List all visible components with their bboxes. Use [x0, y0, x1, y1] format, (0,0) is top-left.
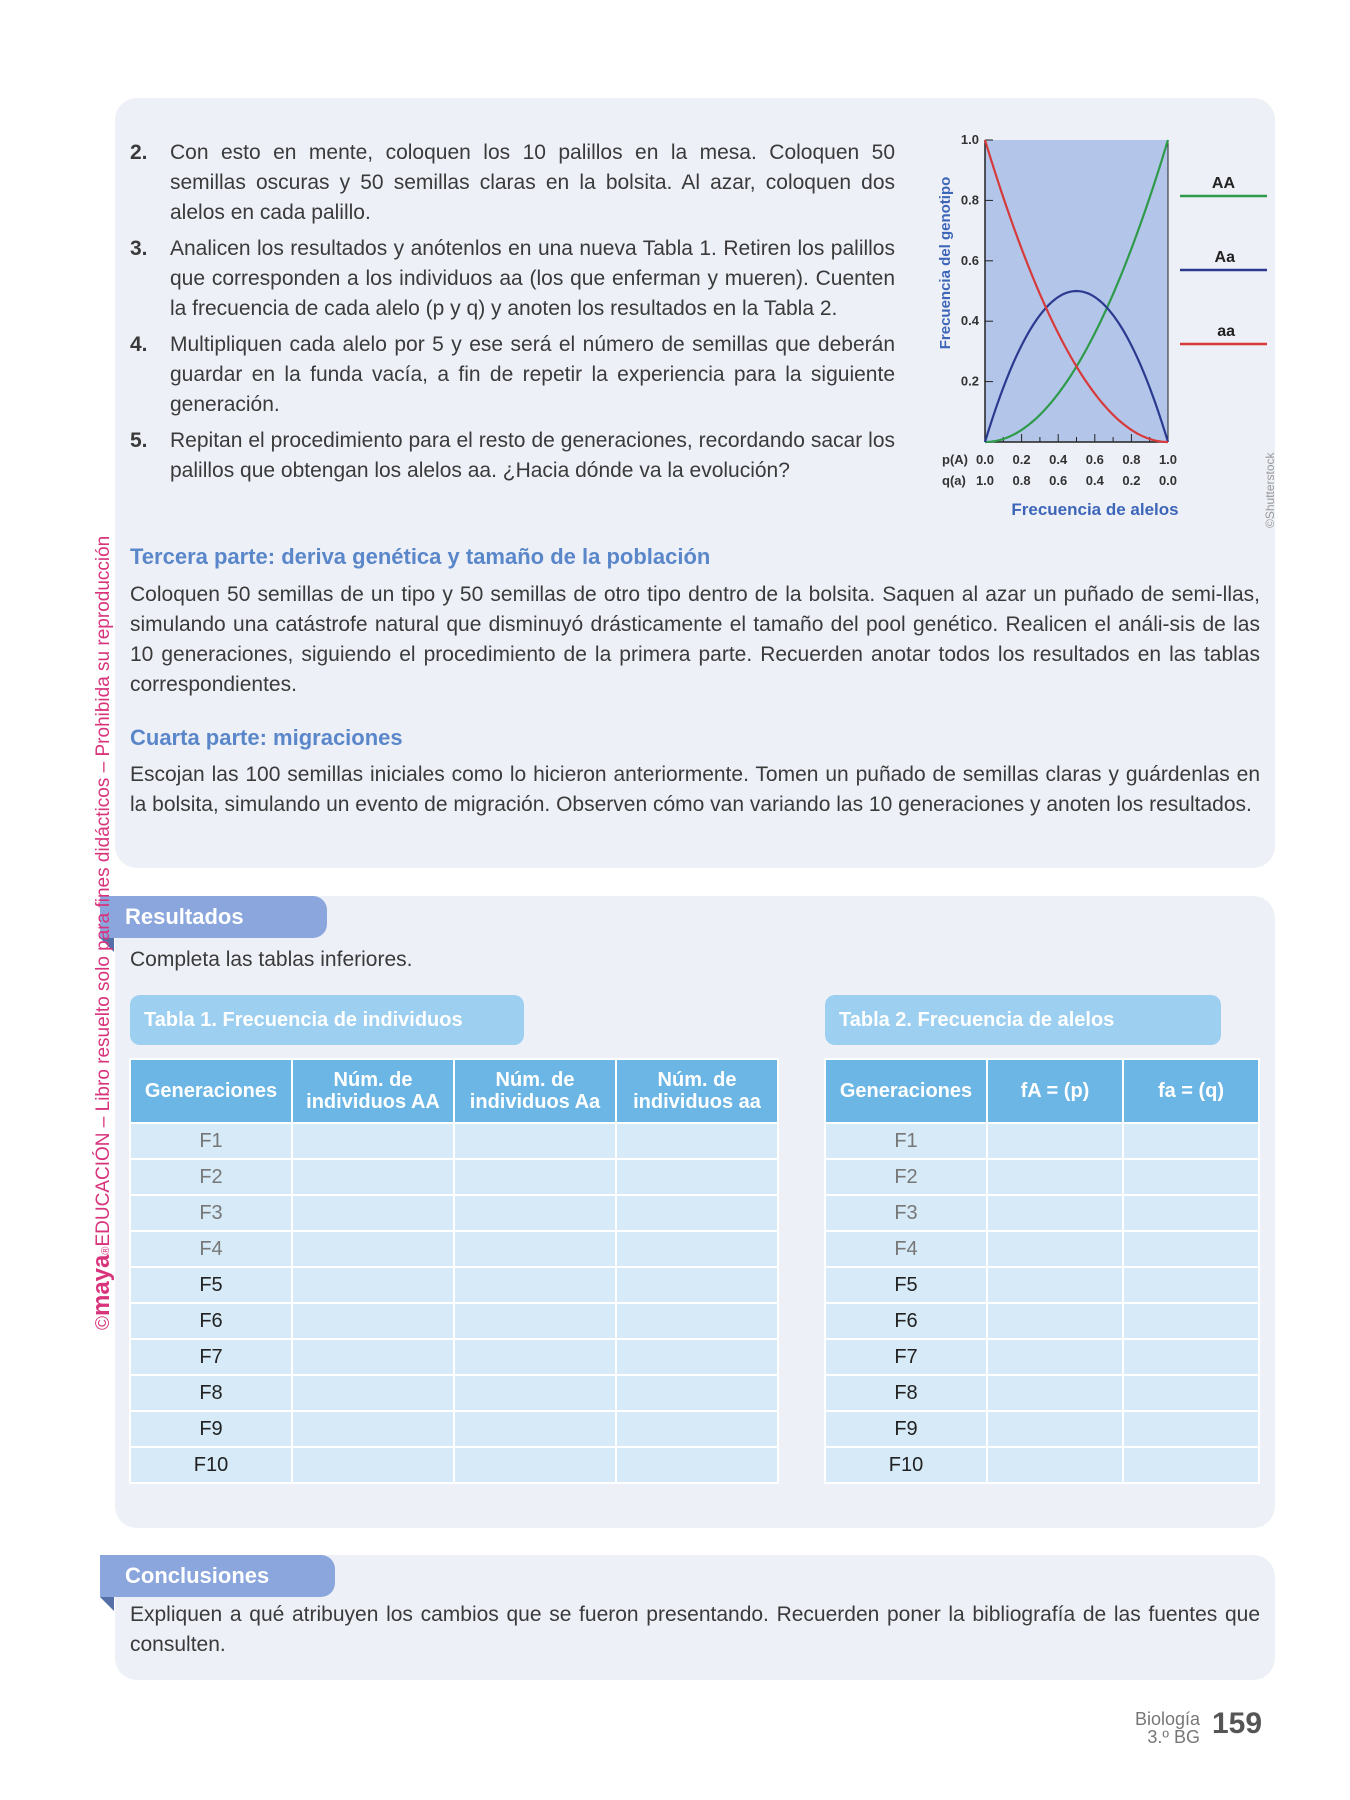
- results-intro: Completa las tablas inferiores.: [130, 948, 413, 971]
- page-number: 159: [1212, 1707, 1263, 1740]
- answer-cell[interactable]: [454, 1303, 616, 1339]
- answer-cell[interactable]: [1123, 1375, 1259, 1411]
- footer-book-info: [1135, 1710, 1200, 1746]
- legend-label: Aa: [1214, 249, 1235, 266]
- answer-cell[interactable]: [454, 1339, 616, 1375]
- table-row: [825, 1303, 1259, 1339]
- answer-cell[interactable]: [454, 1195, 616, 1231]
- y-tick-label: 0.6: [960, 252, 979, 268]
- table-row: [130, 1159, 778, 1195]
- x-tick-label-q: 1.0: [975, 473, 995, 488]
- answer-cell[interactable]: [616, 1267, 778, 1303]
- table-row: [825, 1267, 1259, 1303]
- answer-cell[interactable]: [1123, 1303, 1259, 1339]
- answer-cell[interactable]: [616, 1159, 778, 1195]
- x-tick-label-p: 0.0: [975, 452, 995, 467]
- x-row1-label: p(A): [942, 452, 968, 467]
- generation-cell: F9: [130, 1411, 292, 1447]
- answer-cell[interactable]: [1123, 1231, 1259, 1267]
- answer-cell[interactable]: [454, 1123, 616, 1159]
- table-row: [130, 1195, 778, 1231]
- answer-cell[interactable]: [987, 1447, 1123, 1483]
- x-tick-label-p: 0.2: [1012, 452, 1031, 467]
- y-tick-label: 0.8: [960, 192, 979, 208]
- step-item: [130, 426, 895, 486]
- generation-cell: F10: [130, 1447, 292, 1483]
- answer-cell[interactable]: [1123, 1159, 1259, 1195]
- legend-label: AA: [1211, 175, 1235, 192]
- generation-cell: F8: [825, 1375, 987, 1411]
- table-row: [130, 1303, 778, 1339]
- generation-cell: F7: [825, 1339, 987, 1375]
- step-item: [130, 330, 895, 420]
- table-header-row: [825, 1059, 1259, 1123]
- step-number: 2.: [130, 141, 148, 164]
- legend-label: aa: [1217, 323, 1235, 340]
- answer-cell[interactable]: [987, 1159, 1123, 1195]
- column-header: Núm. de individuos Aa: [454, 1059, 616, 1123]
- table-row: [130, 1375, 778, 1411]
- generation-cell: F10: [825, 1447, 987, 1483]
- column-header: Núm. de individuos aa: [616, 1059, 778, 1123]
- generation-cell: F3: [825, 1195, 987, 1231]
- step-number: 5.: [130, 429, 148, 452]
- answer-cell[interactable]: [1123, 1339, 1259, 1375]
- generation-cell: F4: [130, 1231, 292, 1267]
- table2-allele-frequency: [824, 1058, 1260, 1484]
- x-tick-label-p: 0.4: [1049, 452, 1068, 467]
- answer-cell[interactable]: [987, 1123, 1123, 1159]
- column-header: fa = (q): [1123, 1059, 1259, 1123]
- y-tick-label: 1.0: [960, 132, 979, 147]
- x-tick-label-q: 0.8: [1012, 473, 1031, 488]
- answer-cell[interactable]: [616, 1303, 778, 1339]
- answer-cell[interactable]: [987, 1231, 1123, 1267]
- section3-heading: Tercera parte: deriva genética y tamaño de la población: [130, 544, 711, 569]
- table-row: [130, 1447, 778, 1483]
- results-label: Resultados: [100, 896, 327, 938]
- table-row: [825, 1159, 1259, 1195]
- x-tick-label-q: 0.4: [1085, 473, 1104, 488]
- table-header-row: [130, 1059, 778, 1123]
- table-row: [130, 1231, 778, 1267]
- table-row: [825, 1411, 1259, 1447]
- y-axis-label: Frecuencia del genotipo: [937, 176, 954, 350]
- step-item: [130, 138, 895, 228]
- generation-cell: F4: [825, 1231, 987, 1267]
- generation-cell: F2: [825, 1159, 987, 1195]
- answer-cell[interactable]: [292, 1411, 454, 1447]
- image-credit: ©Shutterstock: [1263, 452, 1277, 528]
- answer-cell[interactable]: [987, 1411, 1123, 1447]
- step-item: [130, 234, 895, 324]
- generation-cell: F6: [130, 1303, 292, 1339]
- column-header: Generaciones: [130, 1059, 292, 1123]
- answer-cell[interactable]: [987, 1375, 1123, 1411]
- x-tick-label-p: 0.6: [1085, 452, 1104, 467]
- generation-cell: F6: [825, 1303, 987, 1339]
- section3-text: Coloquen 50 semillas de un tipo y 50 semillas de otro tipo dentro de la bolsita. Saquen al azar un puñado de semi-llas, simulando una catástrofe natural que disminuyó drásticamente el tamaño del pool genético. Realicen el análi-sis de las 10 generaciones, siguiendo el procedimiento de la primera parte. Recuerden anotar todos los resultados en las tablas correspondientes.: [130, 583, 1260, 696]
- registered-symbol: ®: [100, 1246, 112, 1255]
- step-number: 3.: [130, 237, 148, 260]
- table1-individual-frequency: [129, 1058, 779, 1484]
- answer-cell[interactable]: [616, 1411, 778, 1447]
- genotype-frequency-chart: [930, 128, 1280, 528]
- table-row: [825, 1447, 1259, 1483]
- generation-cell: F8: [130, 1375, 292, 1411]
- answer-cell[interactable]: [292, 1447, 454, 1483]
- generation-cell: F5: [825, 1267, 987, 1303]
- answer-cell[interactable]: [616, 1123, 778, 1159]
- y-tick-label: 0.4: [960, 313, 979, 329]
- conclusions-label-fold: [100, 1597, 114, 1611]
- answer-cell[interactable]: [292, 1159, 454, 1195]
- generation-cell: F7: [130, 1339, 292, 1375]
- answer-cell[interactable]: [454, 1375, 616, 1411]
- step-text: Analicen los resultados y anótenlos en una nueva Tabla 1. Retiren los palillos que corresponden a los individuos aa (los que enferman y mueren). Cuenten la frecuencia de cada alelo (p y q) y anoten los resultados en la Tabla 2.: [170, 237, 895, 320]
- answer-cell[interactable]: [987, 1195, 1123, 1231]
- answer-cell[interactable]: [454, 1231, 616, 1267]
- answer-cell[interactable]: [1123, 1447, 1259, 1483]
- answer-cell[interactable]: [454, 1411, 616, 1447]
- answer-cell[interactable]: [1123, 1195, 1259, 1231]
- answer-cell[interactable]: [292, 1375, 454, 1411]
- generation-cell: F1: [825, 1123, 987, 1159]
- table-row: [130, 1267, 778, 1303]
- table2-title: Tabla 2. Frecuencia de alelos: [825, 995, 1221, 1045]
- y-tick-label: 0.2: [960, 373, 979, 389]
- table-row: [130, 1411, 778, 1447]
- step-number: 4.: [130, 333, 148, 356]
- x-row2-label: q(a): [942, 473, 966, 488]
- answer-cell[interactable]: [454, 1159, 616, 1195]
- answer-cell[interactable]: [292, 1123, 454, 1159]
- answer-cell[interactable]: [616, 1231, 778, 1267]
- x-tick-label-q: 0.6: [1049, 473, 1068, 488]
- answer-cell[interactable]: [292, 1231, 454, 1267]
- generation-cell: F2: [130, 1159, 292, 1195]
- column-header: Generaciones: [825, 1059, 987, 1123]
- table-row: [825, 1231, 1259, 1267]
- step-text: Repitan el procedimiento para el resto de generaciones, recordando sacar los palillos que obtengan los alelos aa. ¿Hacia dónde va la evolución?: [170, 429, 895, 482]
- x-tick-label-p: 1.0: [1158, 452, 1178, 467]
- section4-text: Escojan las 100 semillas iniciales como lo hicieron anteriormente. Tomen un puñado de semillas claras y guárdenlas en la bolsita, simulando un evento de migración. Observen cómo van variando las 10 generaciones y anoten los resultados.: [130, 763, 1260, 816]
- table-row: [130, 1339, 778, 1375]
- brand-logo: maya: [88, 1254, 115, 1316]
- side-copyright-notice: [88, 536, 116, 1330]
- procedure-steps: [130, 138, 895, 492]
- answer-cell[interactable]: [454, 1447, 616, 1483]
- generation-cell: F9: [825, 1411, 987, 1447]
- x-tick-label-p: 0.8: [1122, 452, 1141, 467]
- answer-cell[interactable]: [616, 1195, 778, 1231]
- table-row: [825, 1375, 1259, 1411]
- table-row: [825, 1195, 1259, 1231]
- x-tick-label-q: 0.0: [1158, 473, 1178, 488]
- answer-cell[interactable]: [1123, 1411, 1259, 1447]
- answer-cell[interactable]: [292, 1195, 454, 1231]
- answer-cell[interactable]: [1123, 1267, 1259, 1303]
- x-axis-label: Frecuencia de alelos: [1011, 500, 1179, 519]
- conclusions-text: Expliquen a qué atribuyen los cambios que se fueron presentando. Recuerden poner la bibliografía de las fuentes que consulten.: [130, 1603, 1260, 1656]
- answer-cell[interactable]: [987, 1267, 1123, 1303]
- table-row: [825, 1339, 1259, 1375]
- column-header: fA = (p): [987, 1059, 1123, 1123]
- answer-cell[interactable]: [292, 1339, 454, 1375]
- answer-cell[interactable]: [616, 1339, 778, 1375]
- footer-grade: 3.º BG: [1147, 1727, 1200, 1747]
- answer-cell[interactable]: [1123, 1123, 1259, 1159]
- answer-cell[interactable]: [292, 1267, 454, 1303]
- footer-subject: Biología: [1134, 1709, 1200, 1729]
- answer-cell[interactable]: [616, 1447, 778, 1483]
- answer-cell[interactable]: [987, 1303, 1123, 1339]
- conclusions-label: Conclusiones: [100, 1555, 335, 1597]
- table-row: [825, 1123, 1259, 1159]
- step-text: Con esto en mente, coloquen los 10 palillos en la mesa. Coloquen 50 semillas oscuras y 50 semillas claras en la bolsita. Al azar, coloquen dos alelos en cada palillo.: [170, 141, 895, 224]
- answer-cell[interactable]: [292, 1303, 454, 1339]
- table1-title: Tabla 1. Frecuencia de individuos: [130, 995, 524, 1045]
- table-row: [130, 1123, 778, 1159]
- generation-cell: F3: [130, 1195, 292, 1231]
- copyright-symbol: ©: [93, 1316, 114, 1330]
- answer-cell[interactable]: [987, 1339, 1123, 1375]
- section4-heading: Cuarta parte: migraciones: [130, 725, 403, 750]
- answer-cell[interactable]: [454, 1267, 616, 1303]
- x-tick-label-q: 0.2: [1122, 473, 1141, 488]
- generation-cell: F5: [130, 1267, 292, 1303]
- answer-cell[interactable]: [616, 1375, 778, 1411]
- step-text: Multipliquen cada alelo por 5 y ese será el número de semillas que deberán guardar en la funda vacía, a fin de repetir la experiencia para la siguiente generación.: [170, 333, 895, 416]
- side-text: EDUCACIÓN – Libro resuelto solo para fines didácticos – Prohibida su reproducción: [93, 535, 114, 1247]
- generation-cell: F1: [130, 1123, 292, 1159]
- column-header: Núm. de individuos AA: [292, 1059, 454, 1123]
